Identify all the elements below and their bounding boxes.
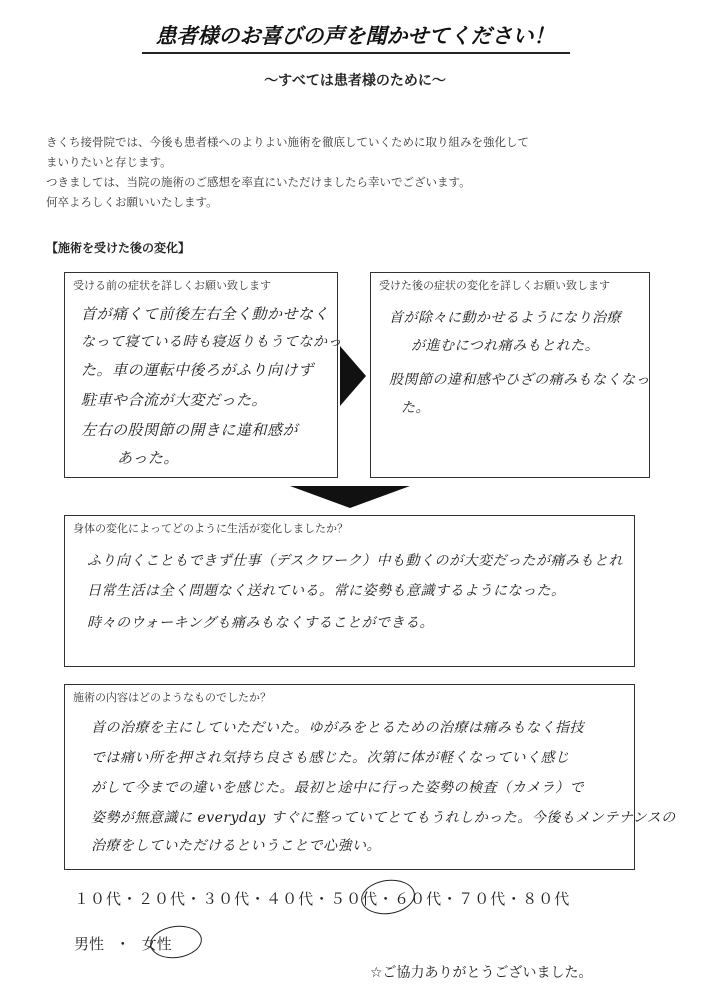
intro-line: きくち接骨院では、今後も患者様へのよりよい施術を徹底していくために取り組みを強化して (46, 135, 529, 149)
handwritten-line: 治療をしていただけるということで心強い。 (91, 838, 381, 854)
selected-gender-circle-icon (148, 923, 204, 962)
handwritten-line: がして今までの違いを感じた。最初と途中に行った姿勢の検査（カメラ）で (91, 780, 584, 796)
after-symptoms-box (370, 272, 650, 478)
age-separator: ・ (506, 890, 523, 908)
gender-separator: ・ (115, 935, 131, 953)
handwritten-line: あった。 (117, 449, 179, 467)
handwritten-line: た。車の運転中後ろがふり向けず (81, 361, 314, 379)
title-underline (142, 52, 570, 54)
age-separator: ・ (442, 890, 459, 908)
handwritten-line: なって寝ている時も寝返りもうてなかっ (81, 334, 342, 350)
handwritten-line: ふり向くこともできず仕事（デスクワーク）中も動くのが大変だったが痛みもとれ (87, 553, 623, 569)
life-change-box (64, 515, 635, 667)
page-title: 患者様のお喜びの声を聞かせてください！ (155, 24, 555, 48)
age-separator: ・ (314, 890, 331, 908)
age-separator: ・ (122, 890, 139, 908)
after-symptoms-label: 受けた後の症状の変化を詳しくお願い致します (379, 279, 610, 292)
handwritten-line: 時々のウォーキングも痛みもなくすることができる。 (87, 615, 435, 631)
treatment-content-box (64, 684, 676, 870)
age-option-70s[interactable]: ７０代 (458, 890, 507, 908)
age-option-30s[interactable]: ３０代 (202, 890, 251, 908)
age-option-80s[interactable]: ８０代 (522, 890, 571, 908)
handwritten-line: 日常生活は全く問題なく送れている。常に姿勢も意識するようになった。 (87, 583, 566, 599)
page-subtitle: ～すべては患者様のために～ (264, 73, 446, 89)
handwritten-line: 股関節の違和感やひざの痛みもなくなっ (389, 372, 650, 388)
handwritten-line: 姿勢が無意識に everyday すぐに整っていてとてもうれしかった。今後もメンテナンスの (91, 810, 676, 826)
before-symptoms-label: 受ける前の症状を詳しくお願い致します (73, 279, 271, 292)
handwritten-line: 左右の股関節の開きに違和感が (81, 421, 299, 439)
age-separator: ・ (250, 890, 267, 908)
age-options (74, 888, 570, 909)
age-option-10s[interactable]: １０代 (74, 890, 123, 908)
age-option-50s[interactable]: ５０代 (330, 890, 379, 908)
before-symptoms-box (64, 272, 342, 478)
handwritten-line: では痛い所を押され気持ち良さも感じた。次第に体が軽くなっていく感じ (91, 750, 570, 766)
age-separator: ・ (186, 890, 203, 908)
arrow-right-icon (340, 346, 366, 406)
selected-age-circle-icon (359, 876, 417, 917)
section-label: 【施術を受けた後の変化】 (46, 241, 191, 255)
handwritten-line: 首が痛くて前後左右全く動かせなく (81, 305, 330, 323)
intro-text (46, 132, 666, 212)
intro-line: 何卒よろしくお願いいたします。 (46, 195, 218, 209)
handwritten-line: 首が除々に動かせるようになり治療 (389, 310, 621, 326)
handwritten-line: が進むにつれ痛みもとれた。 (411, 338, 600, 354)
handwritten-line: た。 (401, 400, 430, 416)
gender-option-female[interactable]: 女性 (141, 935, 172, 953)
gender-option-male[interactable]: 男性 (74, 935, 105, 953)
age-separator: ・ (378, 890, 395, 908)
arrow-down-icon (290, 486, 410, 508)
age-option-60s[interactable]: ６０代 (394, 890, 443, 908)
treatment-content-label: 施術の内容はどのようなものでしたか？ (73, 691, 271, 704)
thanks-message: ☆ご協力ありがとうございました。 (370, 965, 593, 981)
age-option-20s[interactable]: ２０代 (138, 890, 187, 908)
handwritten-line: 首の治療を主にしていただいた。ゆがみをとるための治療は痛みもなく指技 (91, 720, 584, 736)
intro-line: つきましては、当院の施術のご感想を率直にいただけましたら幸いでございます。 (46, 175, 471, 189)
life-change-label: 身体の変化によってどのように生活が変化しましたか？ (73, 522, 348, 535)
age-option-40s[interactable]: ４０代 (266, 890, 315, 908)
handwritten-line: 駐車や合流が大変だった。 (81, 391, 268, 409)
intro-line: まいりたいと存じます。 (46, 155, 172, 169)
